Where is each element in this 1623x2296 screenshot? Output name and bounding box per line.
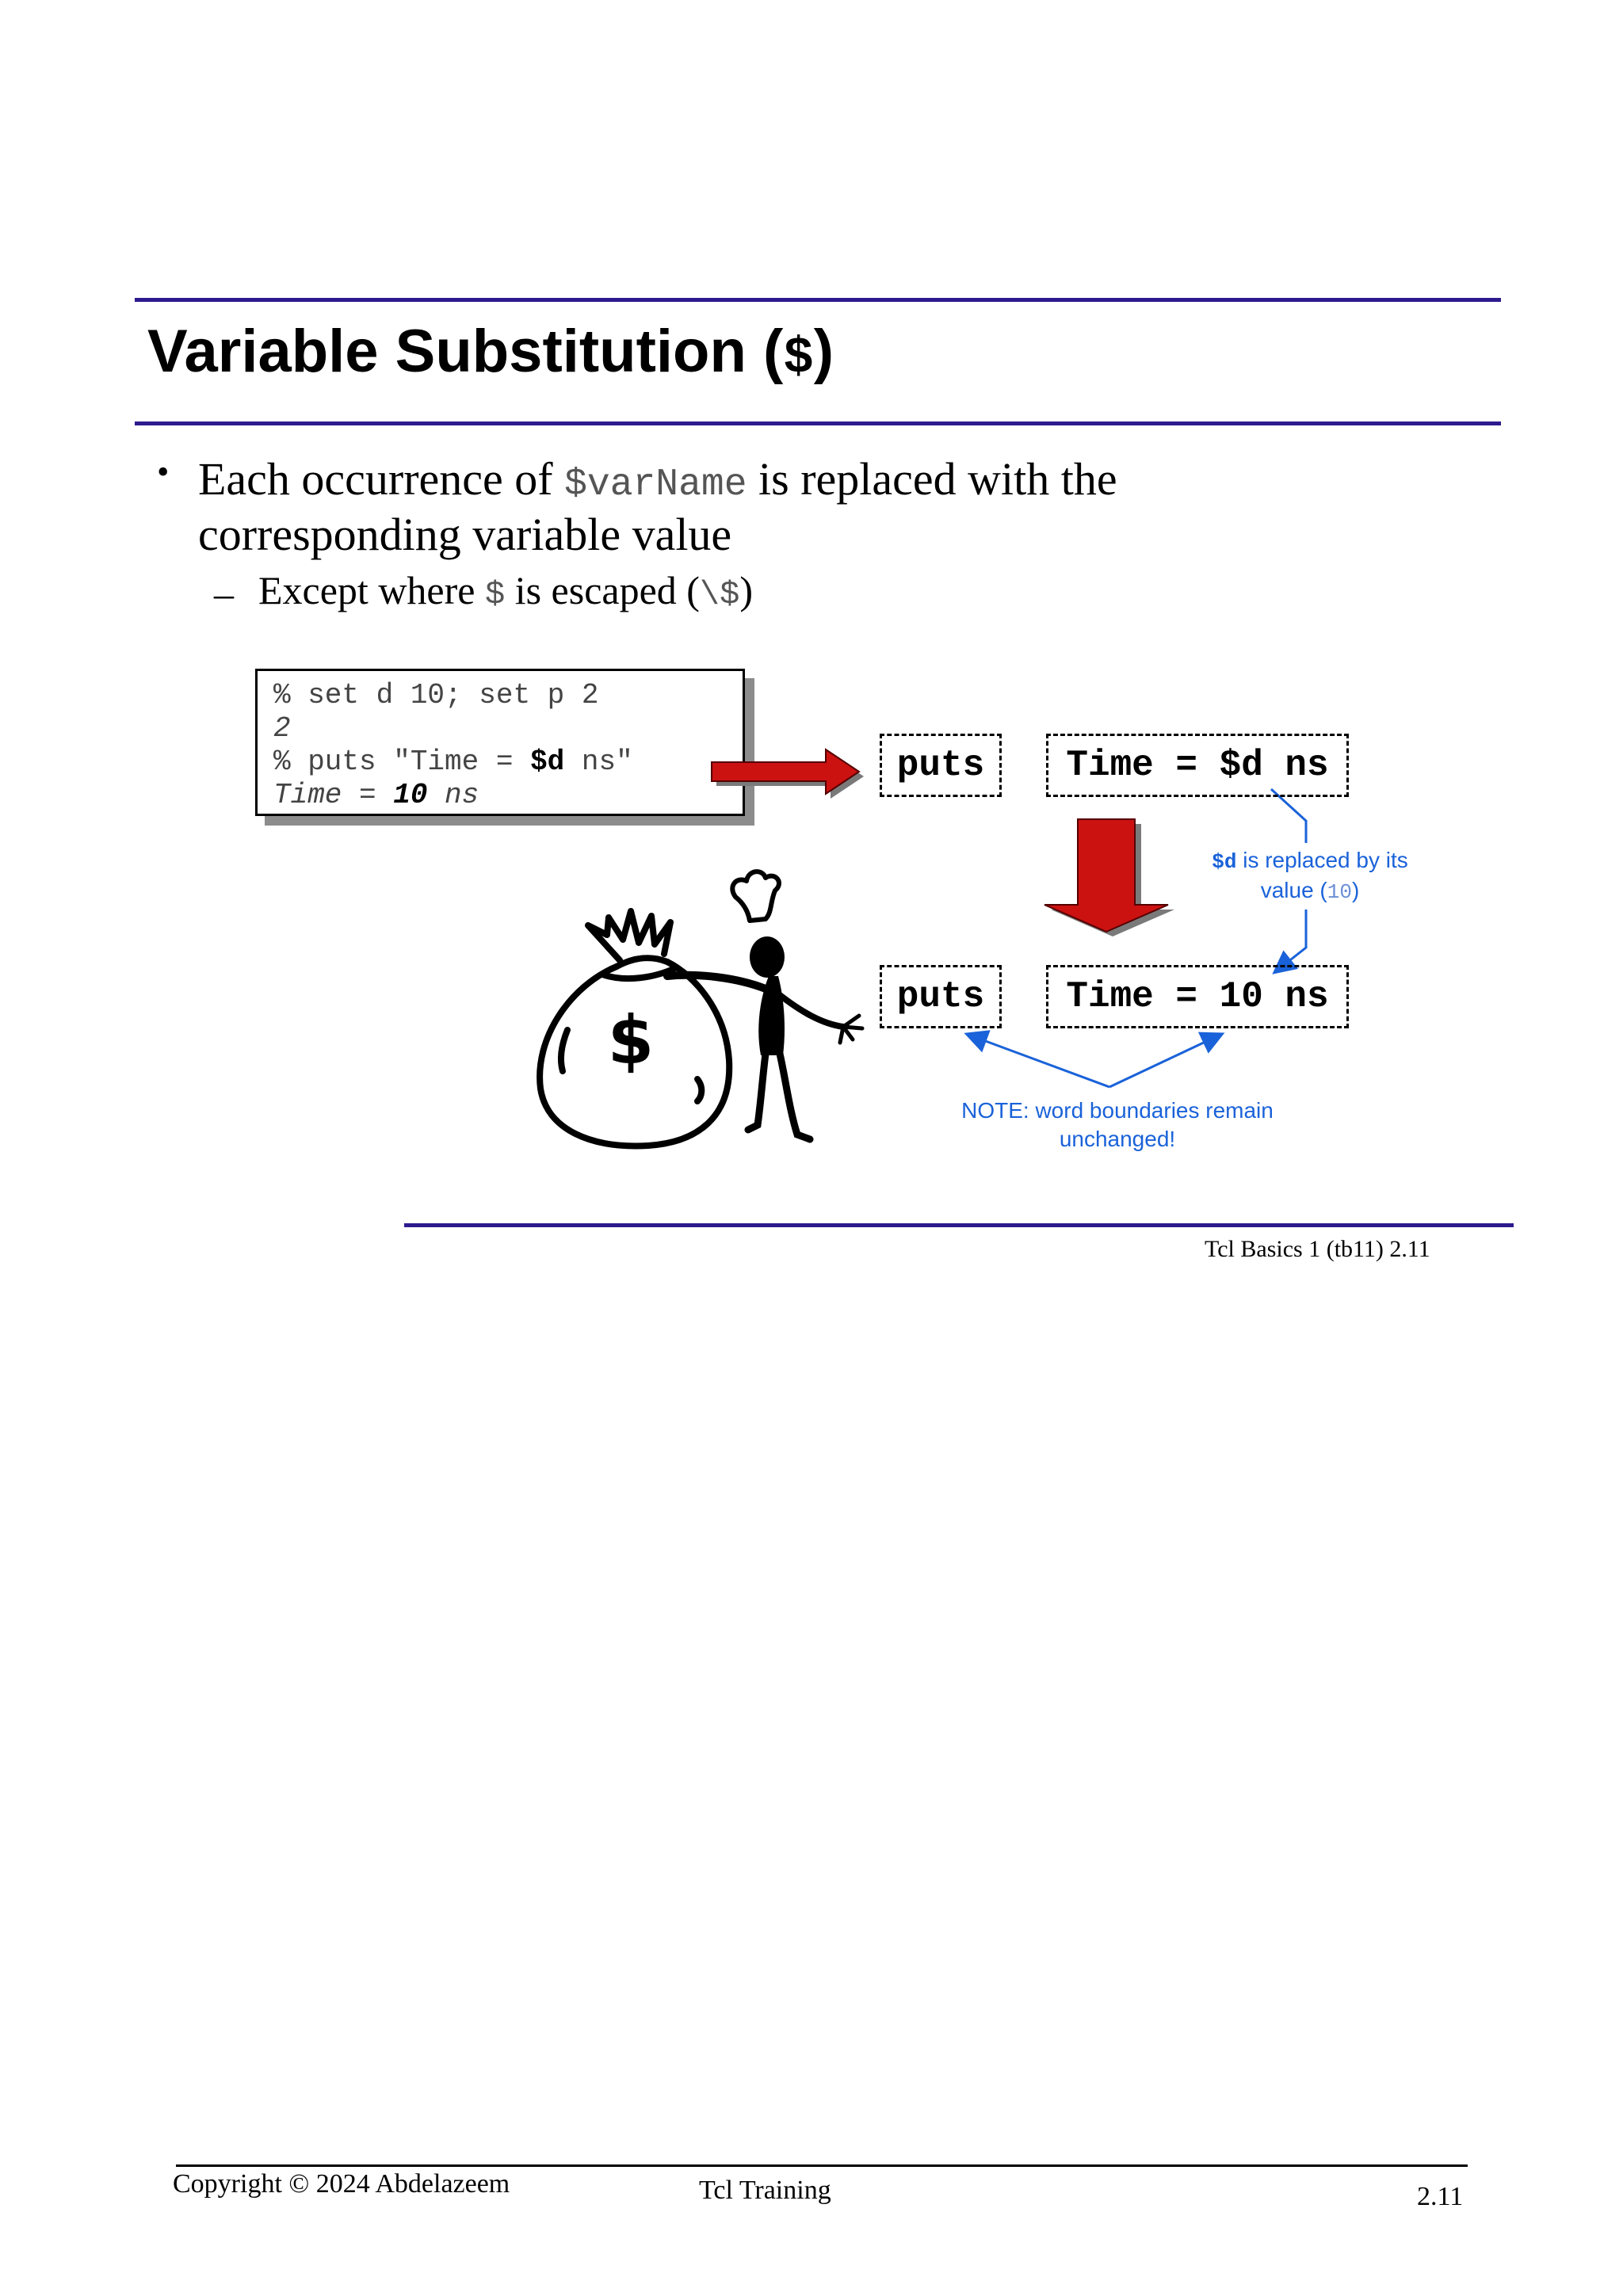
bullet-line-1-post: is replaced with the	[747, 453, 1117, 505]
code-line-4-pre: Time =	[273, 779, 394, 811]
slide-footer: Tcl Basics 1 (tb11) 2.11	[1205, 1236, 1430, 1262]
page-number: 2.11	[1417, 2182, 1464, 2211]
slide-title-close: )	[813, 318, 834, 385]
bullet-line-1-pre: Each occurrence of	[198, 453, 565, 505]
code-line-3-post: ns"	[564, 746, 633, 778]
replacement-note-value: 10	[1327, 880, 1352, 904]
sub-bullet-pre: Except where	[258, 568, 485, 612]
sub-bullet-dash: –	[214, 571, 234, 616]
replacement-note-line-1	[1195, 846, 1425, 876]
slide-title-symbol: $	[783, 330, 814, 387]
replacement-note-line-2	[1195, 876, 1425, 906]
page-footer-rule	[176, 2164, 1468, 2167]
code-line-3-pre: % puts "Time =	[273, 746, 531, 778]
bullet-glyph: •	[157, 452, 170, 491]
course-title: Tcl Training	[699, 2176, 831, 2205]
replacement-note-code: $d	[1212, 850, 1237, 874]
word-boundary-arrows	[968, 1035, 1220, 1087]
word-boundary-note	[935, 1097, 1300, 1154]
replacement-note-text-1: is replaced by its	[1236, 848, 1408, 872]
word-boundary-note-line-2: unchanged!	[1059, 1127, 1176, 1151]
slide-bottom-rule	[404, 1223, 1514, 1227]
code-line-4-post: ns	[427, 779, 479, 811]
sub-bullet-mid: is escaped (	[505, 568, 700, 612]
word-box-arg-after: Time = 10 ns	[1046, 965, 1349, 1028]
word-box-puts-before: puts	[880, 734, 1002, 797]
replacement-note	[1195, 846, 1425, 906]
red-arrow-down-icon	[1044, 819, 1174, 936]
code-line-1: % set d 10; set p 2	[273, 679, 599, 711]
word-box-puts-after: puts	[880, 965, 1002, 1028]
replacement-note-text-2: value (	[1260, 878, 1327, 902]
code-line-3-bold: $d	[530, 746, 565, 778]
replacement-note-text-3: )	[1351, 878, 1360, 902]
slide-title-text: Variable Substitution (	[147, 318, 784, 385]
sub-bullet-post: )	[739, 568, 753, 612]
word-box-arg-before: Time = $d ns	[1046, 734, 1349, 797]
code-line-4-bold: 10	[393, 779, 428, 811]
code-line-2: 2	[273, 712, 291, 745]
sub-bullet-code-1: $	[484, 576, 506, 614]
word-boundary-note-line-1: NOTE: word boundaries remain	[961, 1098, 1274, 1123]
copyright-text: Copyright © 2024 Abdelazeem	[173, 2169, 510, 2199]
money-bag-symbol: $	[607, 1001, 655, 1079]
sub-bullet-code-2: \$	[699, 576, 740, 614]
bullet-line-2: corresponding variable value	[198, 509, 732, 560]
bullet-line-1-code: $varName	[564, 463, 747, 506]
red-arrow-right-icon	[712, 749, 864, 799]
